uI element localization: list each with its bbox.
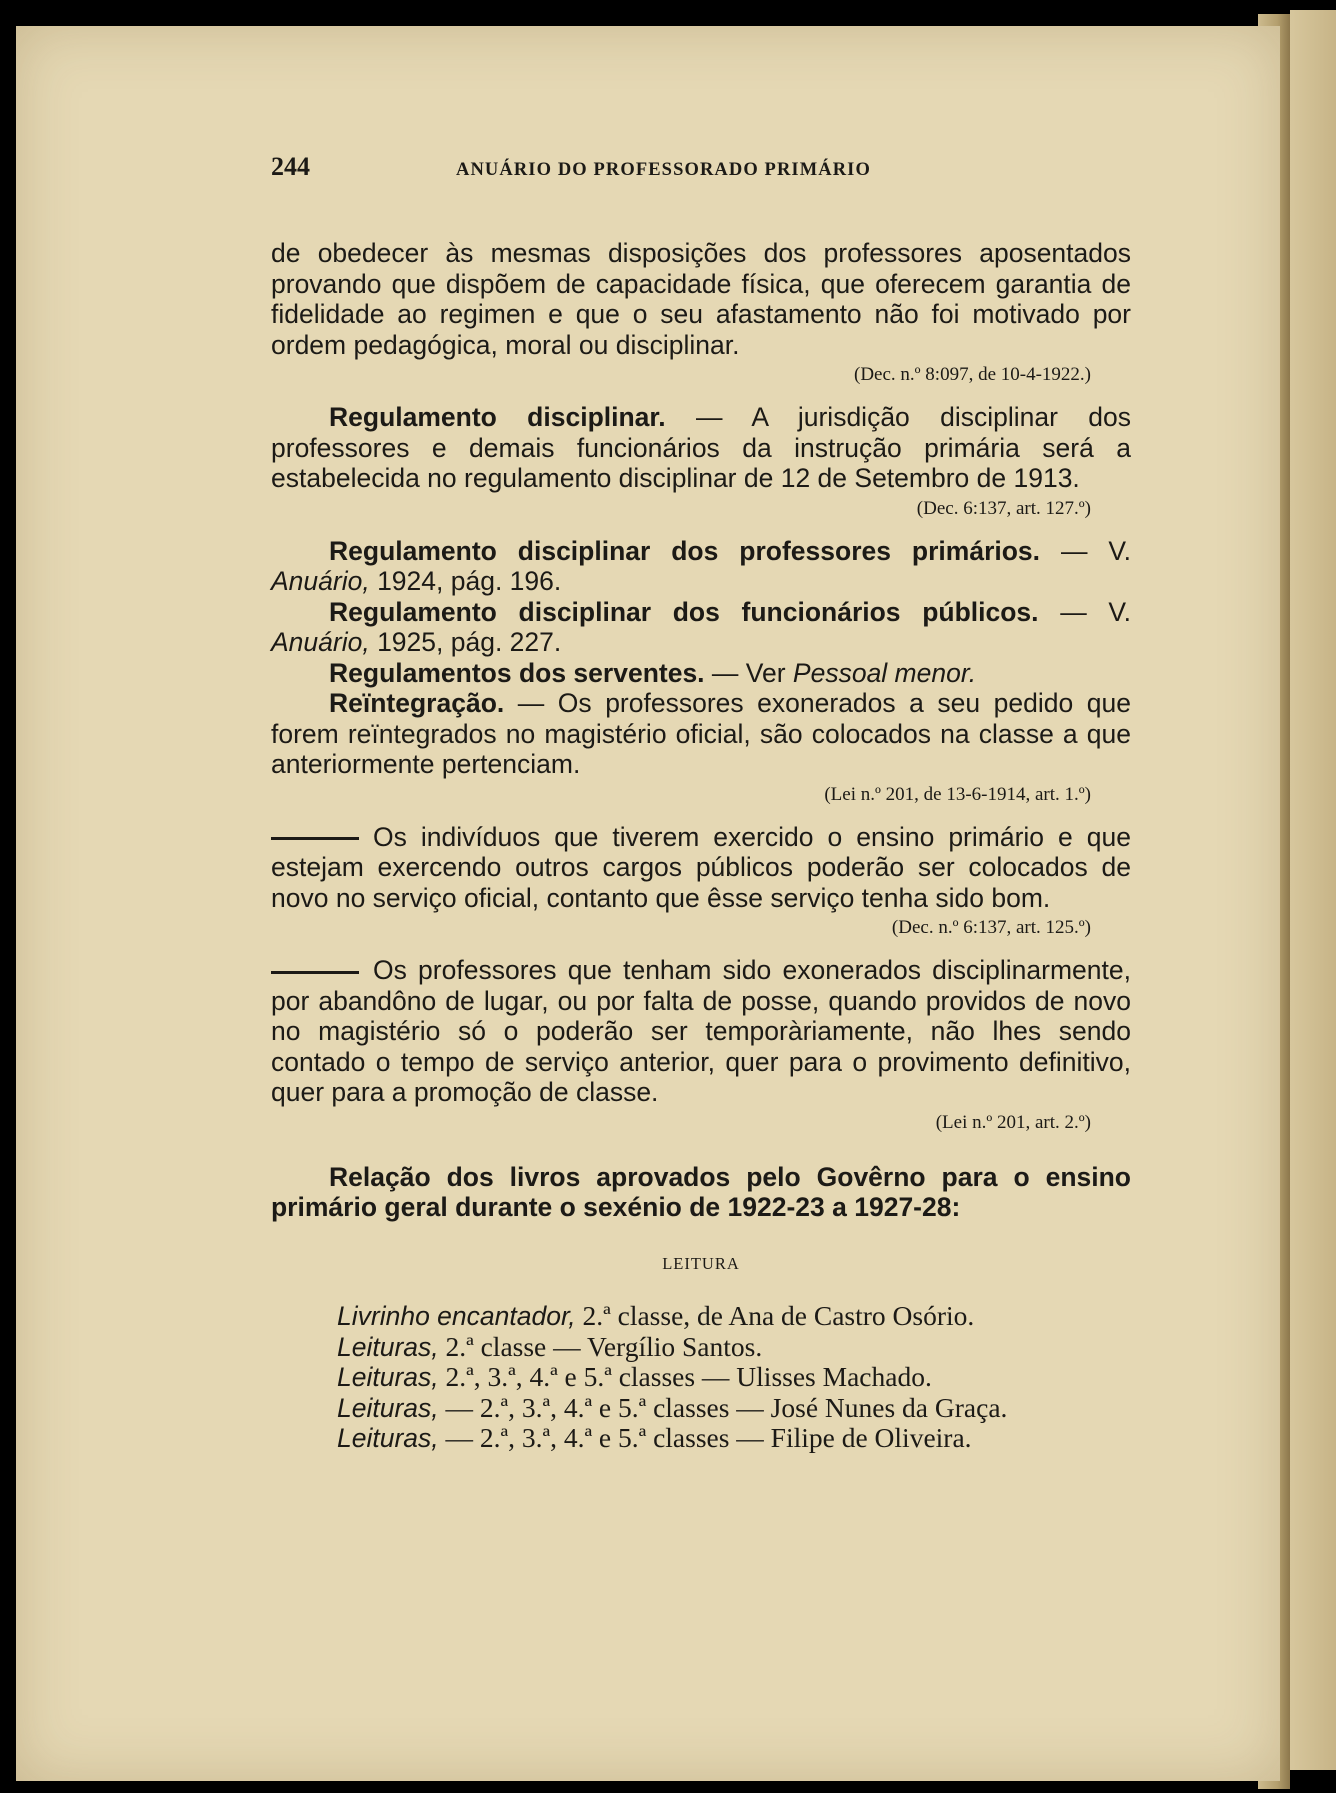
citation: (Lei n.º 201, de 13-6-1914, art. 1.º) bbox=[824, 783, 1091, 805]
book-details: 2.ª classe — Vergílio Santos. bbox=[438, 1330, 763, 1362]
entry-reg-funcionarios bbox=[271, 597, 1131, 658]
entry-regulamento-disciplinar bbox=[271, 402, 1131, 494]
book-list bbox=[271, 1301, 1131, 1454]
ref-prefix: V. bbox=[1108, 535, 1131, 566]
book-details: — 2.ª, 3.ª, 4.ª e 5.ª classes — Filipe de Oliveira. bbox=[438, 1422, 972, 1453]
ref-suffix: 1924, pág. 196. bbox=[369, 566, 562, 596]
citation: (Dec. n.º 8:097, de 10-4-1922.) bbox=[854, 364, 1091, 385]
entry-dash: — bbox=[1040, 535, 1109, 566]
book-details: 2.ª, 3.ª, 4.ª e 5.ª classes — Ulisses Machado. bbox=[438, 1361, 932, 1392]
section-heading: Relação dos livros aprovados pelo Govêrno para o ensino primário geral durante o sexénio de 1922-23 a 1927-28: bbox=[271, 1161, 1131, 1222]
cross-reference: Pessoal menor. bbox=[792, 657, 977, 688]
entry-reg-serventes bbox=[271, 658, 1131, 689]
adjacent-page-edge bbox=[1290, 10, 1336, 1770]
entry-term: Regulamento disciplinar. bbox=[329, 402, 666, 432]
entry-reg-professores bbox=[271, 536, 1131, 597]
list-item bbox=[337, 1362, 1131, 1393]
entry-term: Reïntegração. bbox=[329, 688, 505, 718]
book-details: 2.ª classe, de Ana de Castro Osório. bbox=[575, 1300, 975, 1331]
entry-dash: — bbox=[1038, 596, 1109, 627]
page-body bbox=[271, 150, 1131, 1454]
entry-reintegracao bbox=[271, 688, 1131, 780]
entry-individuos bbox=[271, 822, 1131, 914]
section-label: LEITURA bbox=[662, 1253, 740, 1273]
ref-suffix: 1925, pág. 227. bbox=[369, 627, 562, 657]
citation: (Dec. n.º 6:137, art. 125.º) bbox=[891, 917, 1091, 938]
ditto-rule bbox=[271, 971, 359, 974]
entry-text: — Ver bbox=[704, 657, 793, 688]
book-title: Livrinho encantador, bbox=[337, 1301, 576, 1331]
ditto-rule bbox=[271, 837, 359, 840]
book-title: Leituras, bbox=[337, 1392, 439, 1423]
list-item bbox=[337, 1332, 1131, 1363]
entry-text: — Os professores exonerados a seu pedido que forem reïntegrados no magistério oficial, são colocados na classe a que anteriormente pertenciam. bbox=[271, 688, 1131, 779]
ref-title: Anuário, bbox=[271, 627, 370, 657]
book-title: Leituras, bbox=[337, 1423, 439, 1453]
ref-title: Anuário, bbox=[271, 566, 370, 596]
book-title: Leituras, bbox=[337, 1331, 439, 1362]
intro-paragraph: de obedecer às mesmas disposições dos professores aposentados provando que dispõem de capacidade física, que oferecem garantia de fidelidade ao regimen e que o seu afastamento não foi motivado por ordem pedagógica, moral ou disciplinar. bbox=[271, 238, 1131, 360]
citation: (Dec. 6:137, art. 127.º) bbox=[916, 497, 1091, 519]
entry-text: Os indivíduos que tiverem exercido o ensino primário e que estejam exercendo outros cargos públicos poderão ser colocados de novo no serviço oficial, contanto que êsse serviço tenha sido bom. bbox=[271, 821, 1131, 913]
list-item bbox=[337, 1423, 1131, 1454]
entry-term: Regulamentos dos serventes. bbox=[329, 657, 705, 688]
entry-exonerados bbox=[271, 955, 1131, 1108]
entry-text: Os professores que tenham sido exonerados disciplinarmente, por abandôno de lugar, ou por falta de posse, quando providos de novo no magistério só o poderão ser temporàriamente, não lhes sendo contado o tempo de serviço anterior, quer para o provimento definitivo, quer para a promoção de classe. bbox=[271, 955, 1131, 1107]
entry-term: Regulamento disciplinar dos professores primários. bbox=[329, 535, 1041, 566]
book-details: — 2.ª, 3.ª, 4.ª e 5.ª classes — José Nunes da Graça. bbox=[438, 1391, 1008, 1423]
entry-text: — A jurisdição disciplinar dos professores e demais funcionários da instrução primária será a estabelecida no regulamento disciplinar de 12 de Setembro de 1913. bbox=[271, 402, 1131, 493]
ref-prefix: V. bbox=[1108, 596, 1131, 627]
list-item bbox=[337, 1393, 1131, 1424]
list-item bbox=[337, 1301, 1131, 1332]
citation: (Lei n.º 201, art. 2.º) bbox=[935, 1111, 1091, 1133]
entry-term: Regulamento disciplinar dos funcionários públicos. bbox=[329, 596, 1039, 627]
book-title: Leituras, bbox=[337, 1362, 439, 1392]
running-title: ANUÁRIO DO PROFESSORADO PRIMÁRIO bbox=[456, 160, 871, 180]
page-number: 244 bbox=[271, 152, 310, 181]
